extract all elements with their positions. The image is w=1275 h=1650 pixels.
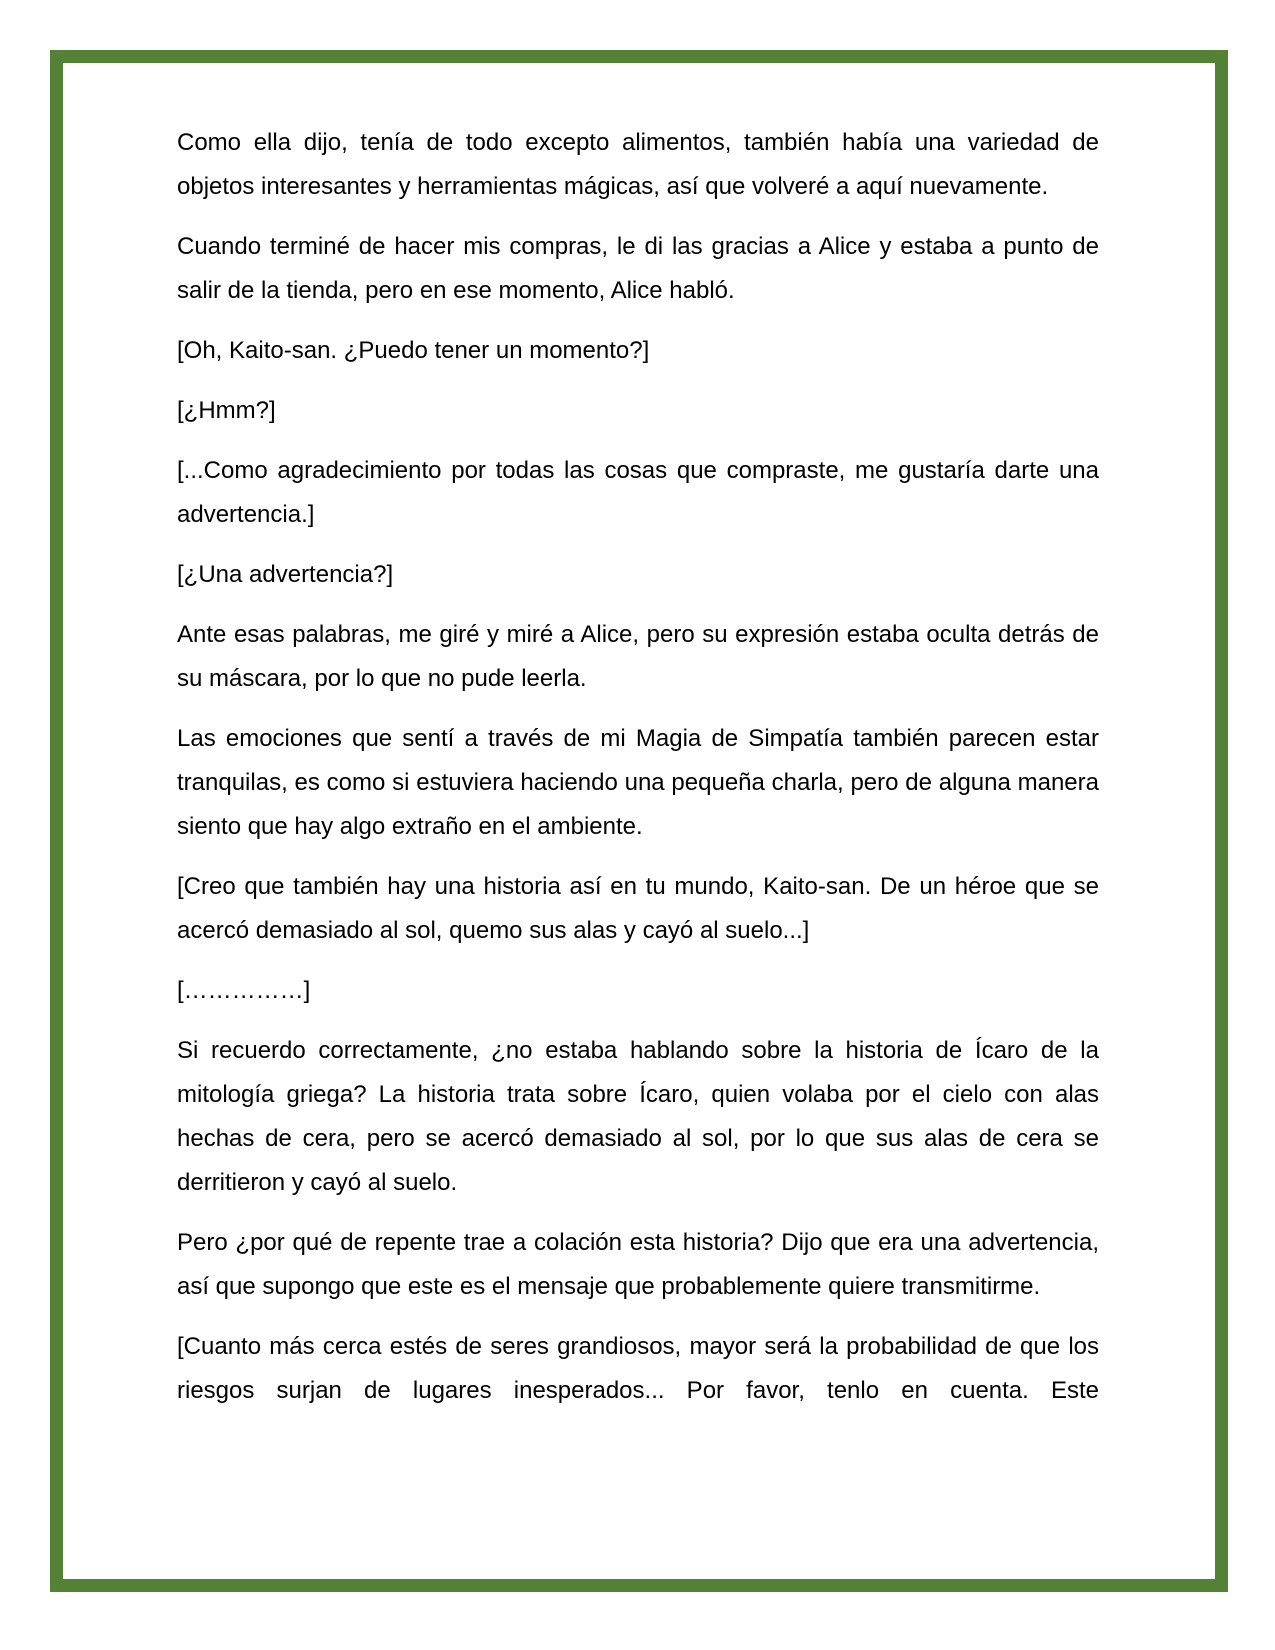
paragraph: Como ella dijo, tenía de todo excepto alimentos, también había una variedad de objetos interesantes y herramientas mágicas, así que volveré a aquí nuevamente. (177, 129, 1099, 200)
paragraph: Las emociones que sentí a través de mi Magia de Simpatía también parecen estar tranquilas, es como si estuviera haciendo una pequeña charla, pero de alguna manera siento que hay algo extraño en el ambiente. (177, 725, 1099, 840)
paragraph: [Cuanto más cerca estés de seres grandiosos, mayor será la probabilidad de que los riesgos surjan de lugares inesperados... Por favor, tenlo en cuenta. Este (177, 1333, 1099, 1404)
paragraph: [……………] (177, 977, 311, 1004)
paragraph: Cuando terminé de hacer mis compras, le di las gracias a Alice y estaba a punto de salir de la tienda, pero en ese momento, Alice habló. (177, 233, 1099, 304)
paragraph: Si recuerdo correctamente, ¿no estaba hablando sobre la historia de Ícaro de la mitología griega? La historia trata sobre Ícaro, quien volaba por el cielo con alas hechas de cera, pero se acercó demasiado al sol, por lo que sus alas de cera se derritieron y cayó al suelo. (177, 1037, 1099, 1196)
document-body (177, 121, 1099, 1429)
paragraph: Ante esas palabras, me giré y miré a Alice, pero su expresión estaba oculta detrás de su máscara, por lo que no pude leerla. (177, 621, 1099, 692)
paragraph: [¿Una advertencia?] (177, 561, 394, 588)
paragraph: Pero ¿por qué de repente trae a colación esta historia? Dijo que era una advertencia, así que supongo que este es el mensaje que probablemente quiere transmitirme. (177, 1229, 1099, 1300)
paragraph: [Oh, Kaito-san. ¿Puedo tener un momento?] (177, 337, 650, 364)
paragraph: [...Como agradecimiento por todas las cosas que compraste, me gustaría darte una advertencia.] (177, 457, 1099, 528)
paragraph: [¿Hmm?] (177, 397, 276, 424)
paragraph: [Creo que también hay una historia así en tu mundo, Kaito-san. De un héroe que se acercó demasiado al sol, quemo sus alas y cayó al suelo...] (177, 873, 1099, 944)
